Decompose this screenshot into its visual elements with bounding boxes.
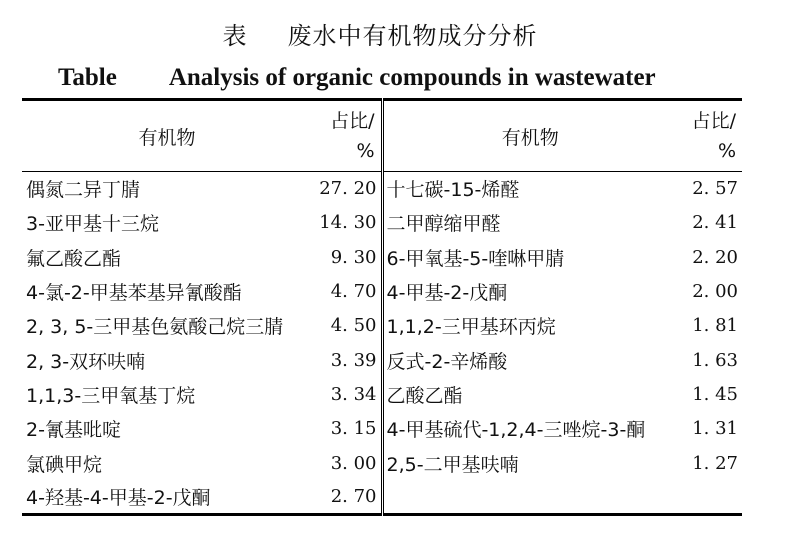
compound-name: 二甲醇缩甲醛 <box>386 213 501 236</box>
table-row <box>22 377 742 411</box>
compound-percent: 2. 20 <box>692 246 738 268</box>
compound-name: 1,1,2-三甲基环丙烷 <box>386 316 556 339</box>
table-row <box>22 240 742 274</box>
compound-percent: 1. 63 <box>692 349 738 371</box>
compound-percent: 3. 00 <box>312 446 382 480</box>
compound-name: 2, 3-双环呋喃 <box>26 350 146 373</box>
table-row <box>22 412 742 446</box>
table-row <box>22 172 742 206</box>
compound-percent: 2. 70 <box>312 480 382 514</box>
compound-percent: 4. 50 <box>312 309 382 343</box>
table-title-english <box>58 64 758 92</box>
compound-percent: 9. 30 <box>312 240 382 274</box>
compound-name: 2, 3, 5-三甲基色氨酸己烷三腈 <box>26 316 284 339</box>
compound-name: 4-甲基硫代-1,2,4-三唑烷-3-酮 <box>386 419 646 442</box>
compound-percent: 2. 41 <box>692 212 738 234</box>
compound-name: 氟乙酸乙酯 <box>26 247 122 270</box>
header-compound-right: 有机物 <box>501 126 559 149</box>
compound-percent: 2. 57 <box>692 178 738 200</box>
compound-percent: 2. 00 <box>692 281 738 303</box>
table-row <box>22 446 742 480</box>
table-row <box>22 343 742 377</box>
compound-name: 3-亚甲基十三烷 <box>26 213 159 236</box>
header-ratio-right-line2: % <box>717 140 736 162</box>
compound-name: 2-氰基吡啶 <box>26 419 121 442</box>
compound-percent: 1. 31 <box>692 418 738 440</box>
compound-percent: 1. 81 <box>692 315 738 337</box>
table-label-english: Table <box>58 64 117 91</box>
table-caption-english: Analysis of organic compounds in wastewater <box>168 64 656 91</box>
compound-percent: 1. 27 <box>692 452 738 474</box>
compound-percent: 4. 70 <box>312 274 382 308</box>
compound-name: 反式-2-辛烯酸 <box>386 350 508 373</box>
header-ratio-left-line2: % <box>356 140 375 162</box>
table-title-chinese <box>0 16 760 51</box>
header-ratio-right-line1: 占比/ <box>691 110 736 132</box>
table-row <box>22 206 742 240</box>
compound-percent: 3. 34 <box>312 377 382 411</box>
table-row <box>22 480 742 514</box>
table-row <box>22 274 742 308</box>
header-compound-left: 有机物 <box>138 126 196 149</box>
header-ratio-right <box>677 100 742 172</box>
compound-name: 4-羟基-4-甲基-2-戊酮 <box>26 487 211 510</box>
compound-percent: 3. 39 <box>312 343 382 377</box>
compound-name: 氯碘甲烷 <box>26 453 103 476</box>
header-row <box>22 100 742 172</box>
compound-name: 6-甲氧基-5-喹啉甲腈 <box>386 247 565 270</box>
table-header <box>22 100 742 172</box>
table-label-chinese: 表 <box>222 22 248 50</box>
compound-percent: 1. 45 <box>692 383 738 405</box>
compound-name: 1,1,3-三甲氧基丁烷 <box>26 384 196 407</box>
compound-name: 乙酸乙酯 <box>386 384 463 407</box>
compound-name: 4-氯-2-甲基苯基异氰酸酯 <box>26 282 242 305</box>
compound-name: 偶氮二异丁腈 <box>26 179 141 202</box>
compound-name: 4-甲基-2-戊酮 <box>386 282 508 305</box>
compound-percent: 27. 20 <box>312 172 382 206</box>
table-caption-chinese: 废水中有机物成分分析 <box>287 22 538 50</box>
compound-name <box>382 480 677 514</box>
compound-percent <box>677 480 742 514</box>
table-body <box>22 172 742 515</box>
compound-percent: 3. 15 <box>312 412 382 446</box>
compound-table <box>22 98 742 516</box>
compound-percent: 14. 30 <box>312 206 382 240</box>
table-row <box>22 309 742 343</box>
compound-name: 2,5-二甲基呋喃 <box>386 453 519 476</box>
compound-name: 十七碳-15-烯醛 <box>386 179 520 202</box>
header-ratio-left-line1: 占比/ <box>330 110 375 132</box>
header-ratio-left <box>312 100 382 172</box>
